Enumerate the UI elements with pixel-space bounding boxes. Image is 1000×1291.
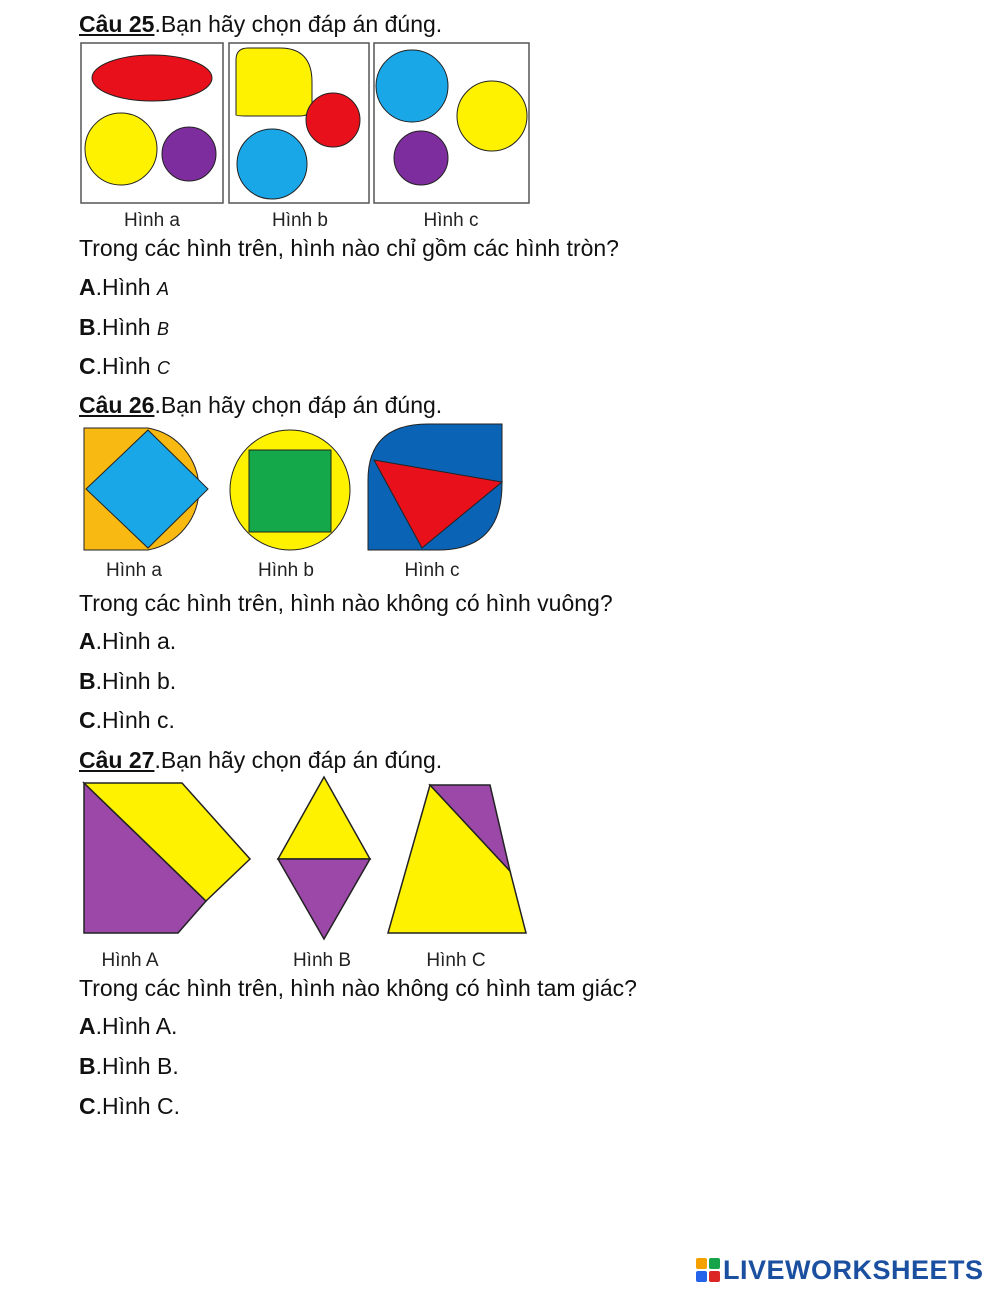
option-suffix: A [157, 279, 170, 299]
option-text: .Hình b. [95, 668, 177, 694]
option-suffix: B [157, 319, 170, 339]
caption-hinh-a: Hình a [106, 560, 162, 581]
yellow-leaf-shape [236, 48, 312, 116]
question-number: Câu 26 [79, 392, 155, 418]
option-text: .Hình [95, 314, 157, 340]
option-suffix: C [157, 358, 170, 378]
question-25-title [79, 10, 442, 38]
option-text: .Hình C. [95, 1093, 180, 1119]
option-text: .Hình B. [95, 1053, 179, 1079]
question-25-figure [78, 40, 538, 236]
option-letter: C [79, 353, 96, 379]
question-25-option-b[interactable] [79, 313, 169, 343]
question-prompt: .Bạn hãy chọn đáp án đúng. [154, 392, 443, 418]
caption-hinh-b: Hình b [258, 560, 314, 581]
blue-circle [376, 50, 448, 122]
question-prompt: .Bạn hãy chọn đáp án đúng. [154, 747, 443, 773]
green-square [249, 450, 331, 532]
caption-hinh-c: Hình C [426, 950, 486, 971]
option-text: .Hình [95, 353, 157, 379]
option-text: .Hình [95, 274, 157, 300]
red-ellipse [92, 55, 212, 101]
question-27-title [79, 746, 442, 774]
yellow-circle [457, 81, 527, 151]
option-letter: A [79, 628, 96, 654]
option-text: .Hình c. [95, 707, 175, 733]
caption-hinh-c: Hình c [404, 560, 460, 581]
yellow-circle [85, 113, 157, 185]
question-25-text: Trong các hình trên, hình nào chỉ gồm các hình tròn? [79, 235, 619, 261]
liveworksheets-logo-icon [696, 1258, 720, 1282]
question-25-option-a[interactable] [79, 273, 169, 303]
red-circle [306, 93, 360, 147]
question-27-option-b[interactable] [79, 1052, 179, 1080]
option-letter: B [79, 668, 96, 694]
question-27-figure [78, 775, 538, 975]
option-letter: B [79, 314, 96, 340]
option-letter: A [79, 274, 96, 300]
option-letter: C [79, 707, 96, 733]
question-25-option-c[interactable] [79, 352, 170, 382]
caption-hinh-a: Hình a [124, 210, 180, 231]
question-number: Câu 25 [79, 11, 155, 37]
question-26-title [79, 391, 442, 419]
option-letter: B [79, 1053, 96, 1079]
question-26-figure [78, 420, 518, 585]
question-26-text: Trong các hình trên, hình nào không có hình vuông? [79, 590, 613, 616]
caption-hinh-a: Hình A [101, 950, 159, 971]
purple-circle [394, 131, 448, 185]
question-number: Câu 27 [79, 747, 155, 773]
question-27-option-a[interactable] [79, 1012, 177, 1040]
brand-name: LIVEWORKSHEETS [723, 1254, 984, 1285]
option-text: .Hình a. [95, 628, 177, 654]
question-prompt: .Bạn hãy chọn đáp án đúng. [154, 11, 443, 37]
caption-hinh-b: Hình B [292, 950, 352, 971]
question-26-option-b[interactable] [79, 667, 176, 695]
option-letter: A [79, 1013, 96, 1039]
caption-hinh-b: Hình b [272, 210, 328, 231]
purple-triangle [278, 859, 370, 939]
question-26-option-a[interactable] [79, 627, 176, 655]
option-letter: C [79, 1093, 96, 1119]
option-text: .Hình A. [95, 1013, 178, 1039]
blue-circle [237, 129, 307, 199]
caption-hinh-c: Hình c [423, 210, 479, 231]
purple-circle [162, 127, 216, 181]
question-27-option-c[interactable] [79, 1092, 180, 1120]
liveworksheets-brand [696, 1252, 996, 1288]
question-27-text: Trong các hình trên, hình nào không có hình tam giác? [79, 975, 637, 1001]
question-26-option-c[interactable] [79, 706, 175, 734]
yellow-triangle [278, 777, 370, 859]
